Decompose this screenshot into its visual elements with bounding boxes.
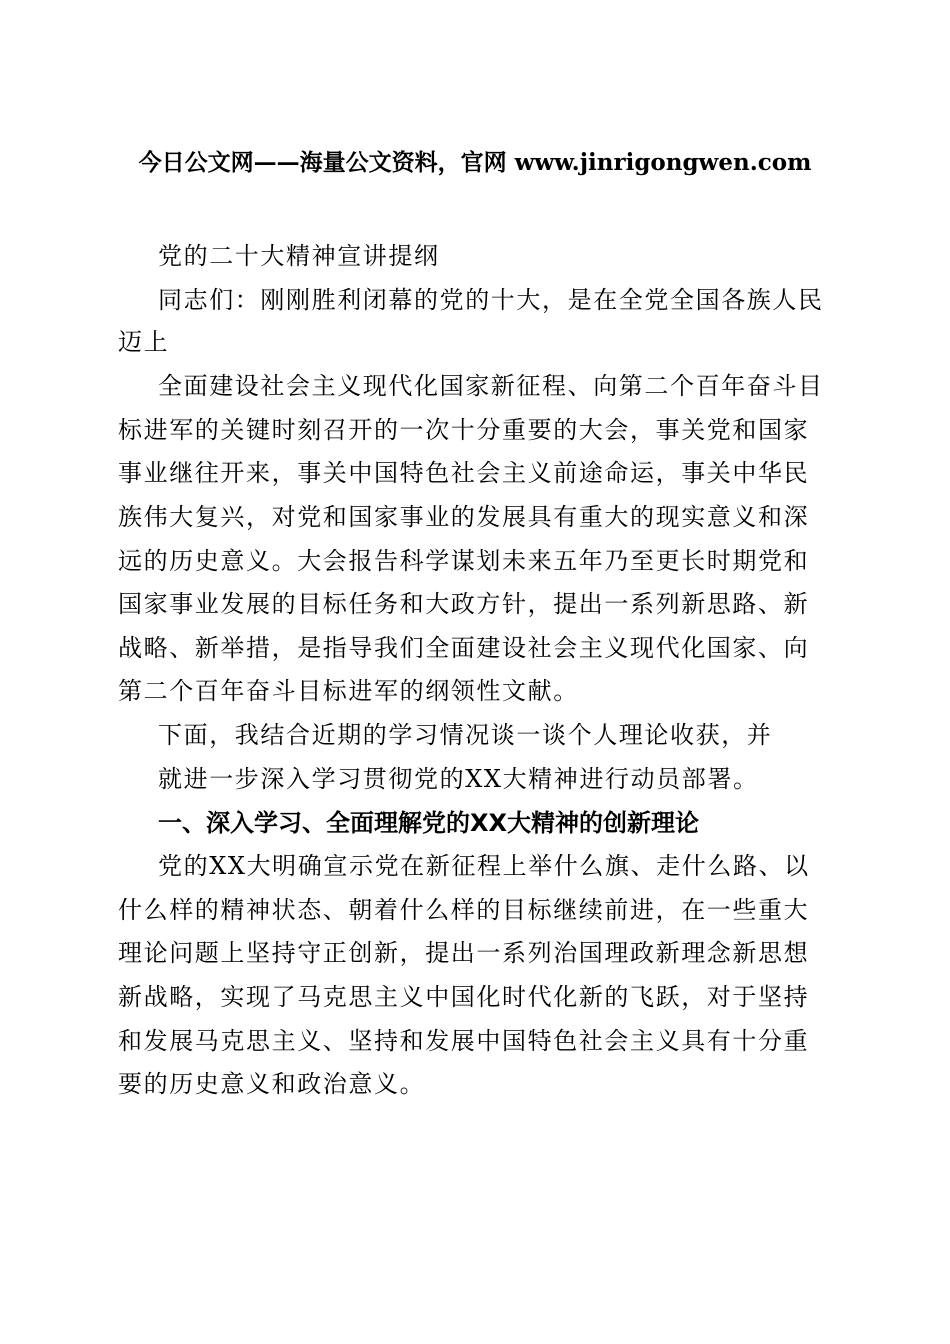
paragraph-line: 事业继往开来，事关中国特色社会主义前途命运，事关中华民	[118, 459, 810, 487]
paragraph-line: 迈上	[118, 328, 170, 356]
paragraph-line: 标进军的关键时刻召开的一次十分重要的大会，事关党和国家	[118, 416, 810, 444]
paragraph-line: 同志们：刚刚胜利闭幕的党的十大，是在全党全国各族人民	[158, 286, 824, 314]
site-header: 今日公文网——海量公文资料，官网 www.jinrigongwen.com	[138, 149, 812, 176]
paragraph-line: 族伟大复兴，对党和国家事业的发展具有重大的现实意义和深	[118, 503, 810, 531]
paragraph-line: 理论问题上坚持守正创新，提出一系列治国理政新理念新思想	[118, 939, 810, 967]
paragraph-line: 就进一步深入学习贯彻党的XX大精神进行动员部署。	[158, 765, 759, 793]
document-title: 党的二十大精神宣讲提纲	[158, 242, 440, 270]
paragraph-line: 第二个百年奋斗目标进军的纲领性文献。	[118, 677, 579, 705]
paragraph-line: 全面建设社会主义现代化国家新征程、向第二个百年奋斗目	[158, 372, 824, 400]
paragraph-line: 新战略，实现了马克思主义中国化时代化新的飞跃，对于坚持	[118, 983, 810, 1011]
section-heading: 一、深入学习、全面理解党的XX大精神的创新理论	[158, 809, 700, 837]
paragraph-line: 远的历史意义。大会报告科学谋划未来五年乃至更长时期党和	[118, 547, 810, 575]
paragraph-line: 国家事业发展的目标任务和大政方针，提出一系列新思路、新	[118, 590, 810, 618]
paragraph-line: 党的XX大明确宣示党在新征程上举什么旗、走什么路、以	[158, 852, 810, 880]
paragraph-line: 要的历史意义和政治意义。	[118, 1070, 426, 1098]
paragraph-line: 下面，我结合近期的学习情况谈一谈个人理论收获，并	[158, 721, 773, 749]
paragraph-line: 战略、新举措，是指导我们全面建设社会主义现代化国家、向	[118, 634, 810, 662]
paragraph-line: 什么样的精神状态、朝着什么样的目标继续前进，在一些重大	[118, 896, 810, 924]
paragraph-line: 和发展马克思主义、坚持和发展中国特色社会主义具有十分重	[118, 1027, 810, 1055]
